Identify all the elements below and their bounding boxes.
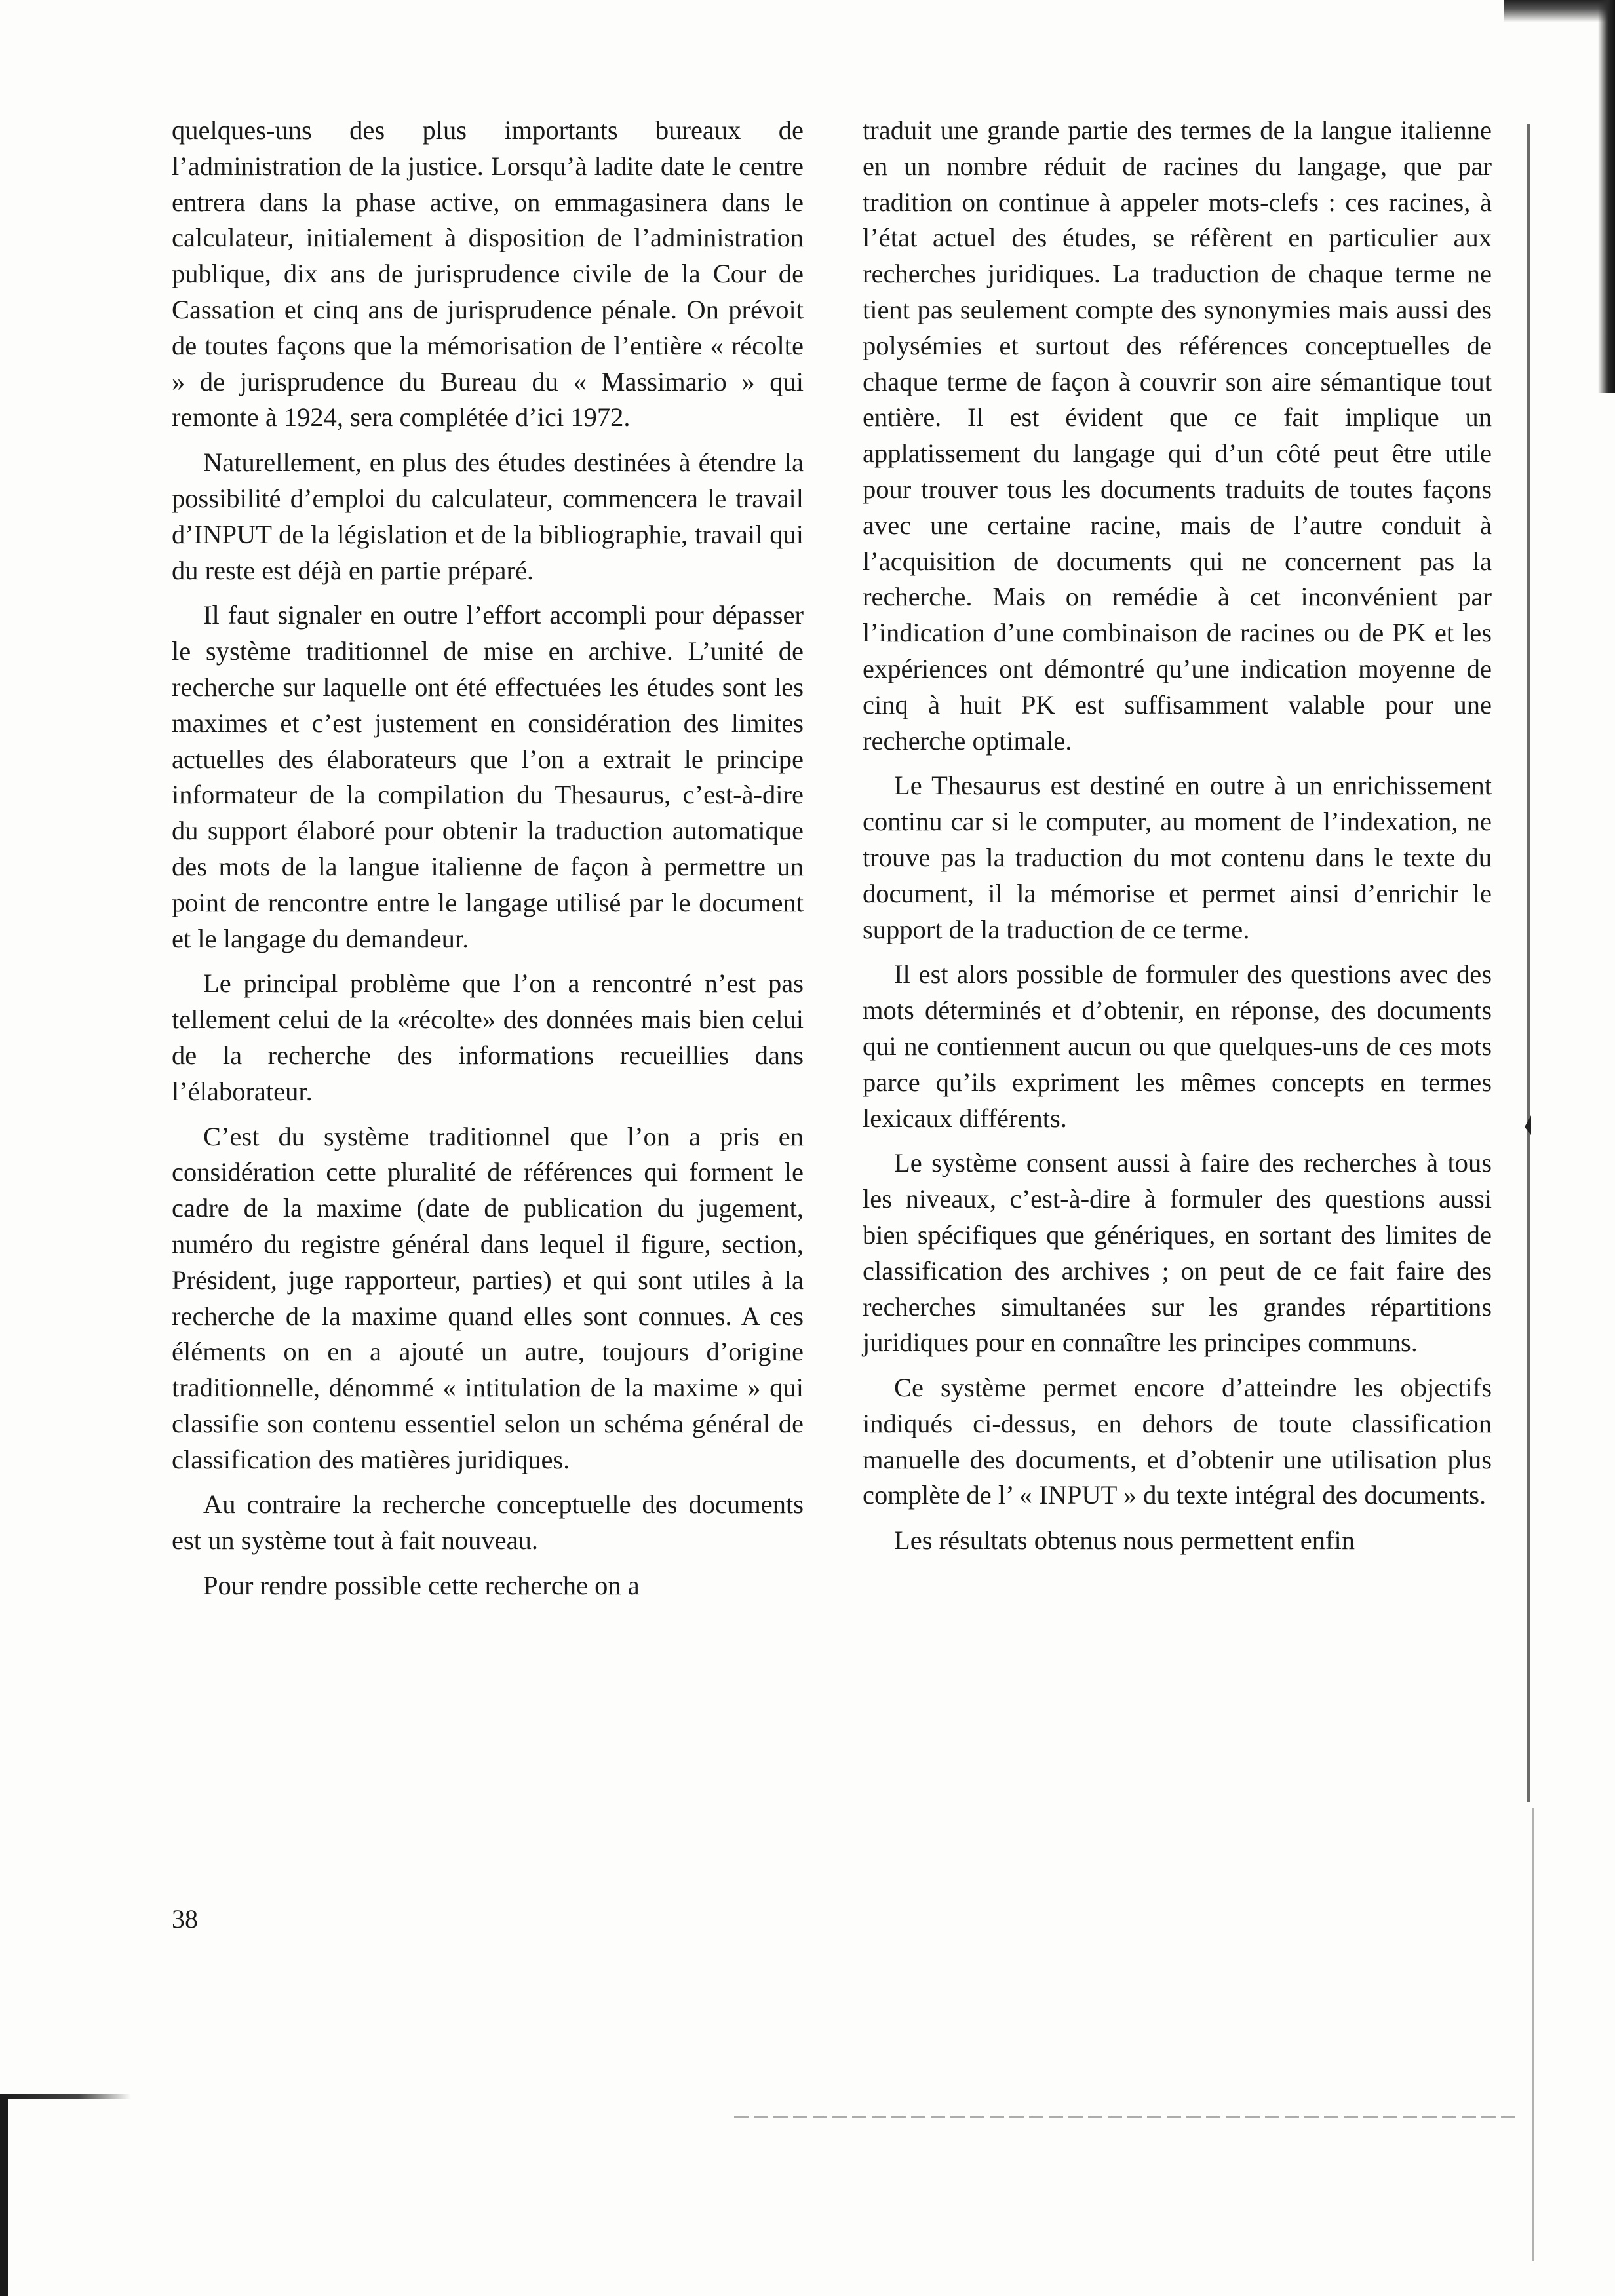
right-column [863,113,1492,1559]
page-number: 38 [172,1904,198,1934]
right-paragraph-4: Le système consent aussi à faire des recherches à tous les niveaux, c’est-à-dire à formuler des questions aussi bien spécifiques que génériques, en sortant des limites de classification des archives ; on peut de ce fait faire des recherches simultanées sur les grandes répartitions juridiques pour en connaître les principes communs. [863,1148,1492,1358]
left-paragraph-1: quelques-uns des plus importants bureaux de l’administration de la justice. Lorsqu’à ladite date le centre entrera dans la phase active, on emmagasinera dans le calculateur, initialement à disposition de l’administration publique, dix ans de jurisprudence civile de la Cour de Cassation et cinq ans de jurisprudence pénale. On prévoit de toutes façons que la mémorisation de l’entière « récolte » de jurisprudence du Bureau du « Massimario » qui remonte à 1924, sera complétée d’ici 1972. [172,115,804,432]
left-paragraph-7: Pour rendre possible cette recherche on a [203,1571,640,1601]
scan-edge-bottom-left-line [0,2094,131,2099]
right-paragraph-6: Les résultats obtenus nous permettent enfin [894,1525,1355,1556]
left-paragraph-4: Le principal problème que l’on a rencontré n’est pas tellement celui de la «récolte» des données mais bien celui de la recherche des informations recueillies dans l’élaborateur. [172,968,804,1106]
left-column [172,113,804,1604]
left-paragraph-6: Au contraire la recherche conceptuelle des documents est un système tout à fait nouveau. [172,1489,804,1556]
scan-bottom-dash [734,2116,1521,2118]
right-paragraph-2: Le Thesaurus est destiné en outre à un enrichissement continu car si le computer, au moment de l’indexation, ne trouve pas la traduction du mot contenu dans le texte du document, il la mémorise et permet ainsi d’enrichir le support de la traduction de ce terme. [863,771,1492,944]
left-paragraph-2: Naturellement, en plus des études destinées à étendre la possibilité d’emploi du calculateur, commencera le travail d’INPUT de la législation et de la bibliographie, travail qui du reste est déjà en partie préparé. [172,448,804,585]
scan-margin-line [1527,124,1530,1802]
right-paragraph-5: Ce système permet encore d’atteindre les objectifs indiqués ci-dessus, en dehors de toute classification manuelle des documents, et d’obtenir une utilisation plus complète de l’ « INPUT » du texte intégral des documents. [863,1373,1492,1510]
scan-edge-bottom-left [0,2097,8,2296]
scan-edge-right [1598,0,1615,393]
scan-margin-line-lower [1532,1808,1534,2261]
right-paragraph-1: traduit une grande partie des termes de la langue italienne en un nombre réduit de racines du langage, que par tradition on continue à appeler mots-clefs : ces racines, à l’état actuel des études, se réfèrent en particulier aux recherches juridiques. La traduction de chaque terme ne tient pas seulement compte des synonymies mais aussi des polysémies et surtout des références conceptuelles de chaque terme de façon à couvrir son aire sémantique tout entière. Il est évident que ce fait implique un applatissement du langage qui d’un côté peut être utile pour trouver tous les documents traduits de toutes façons avec une certaine racine, mais de l’autre conduit à l’acquisition de documents qui ne concernent pas la recherche. Mais on remédie à cet inconvénient par l’indication d’une combinaison de racines ou de PK et les expériences ont démontré qu’une indication moyenne de cinq à huit PK est suffisamment valable pour une recherche optimale. [863,115,1492,756]
left-paragraph-5: C’est du système traditionnel que l’on a pris en considération cette pluralité de références qui forment le cadre de la maxime (date de publication du jugement, numéro du registre général dans lequel il figure, section, Président, juge rapporteur, parties) et qui sont utiles à la recherche de la maxime quand elles sont connues. A ces éléments on en a ajouté un autre, toujours d’origine traditionnelle, dénommé « intitulation de la maxime » qui classifie son contenu essentiel selon un schéma général de classification des matières juridiques. [172,1121,804,1474]
right-paragraph-3: Il est alors possible de formuler des questions avec des mots déterminés et d’obtenir, en réponse, des documents qui ne contiennent aucun ou que quelques-uns de ces mots parce qu’ils expriment les mêmes concepts en termes lexicaux différents. [863,959,1492,1133]
left-paragraph-3: Il faut signaler en outre l’effort accompli pour dépasser le système traditionnel de mise en archive. L’unité de recherche sur laquelle ont été effectuées les études sont les maximes et c’est justement en considération des limites actuelles des élaborateurs que l’on a extrait le principe informateur de la compilation du Thesaurus, c’est-à-dire du support élaboré pour obtenir la traduction automatique des mots de la langue italienne de façon à permettre un point de rencontre entre le langage utilisé par le document et le langage du demandeur. [172,600,804,953]
